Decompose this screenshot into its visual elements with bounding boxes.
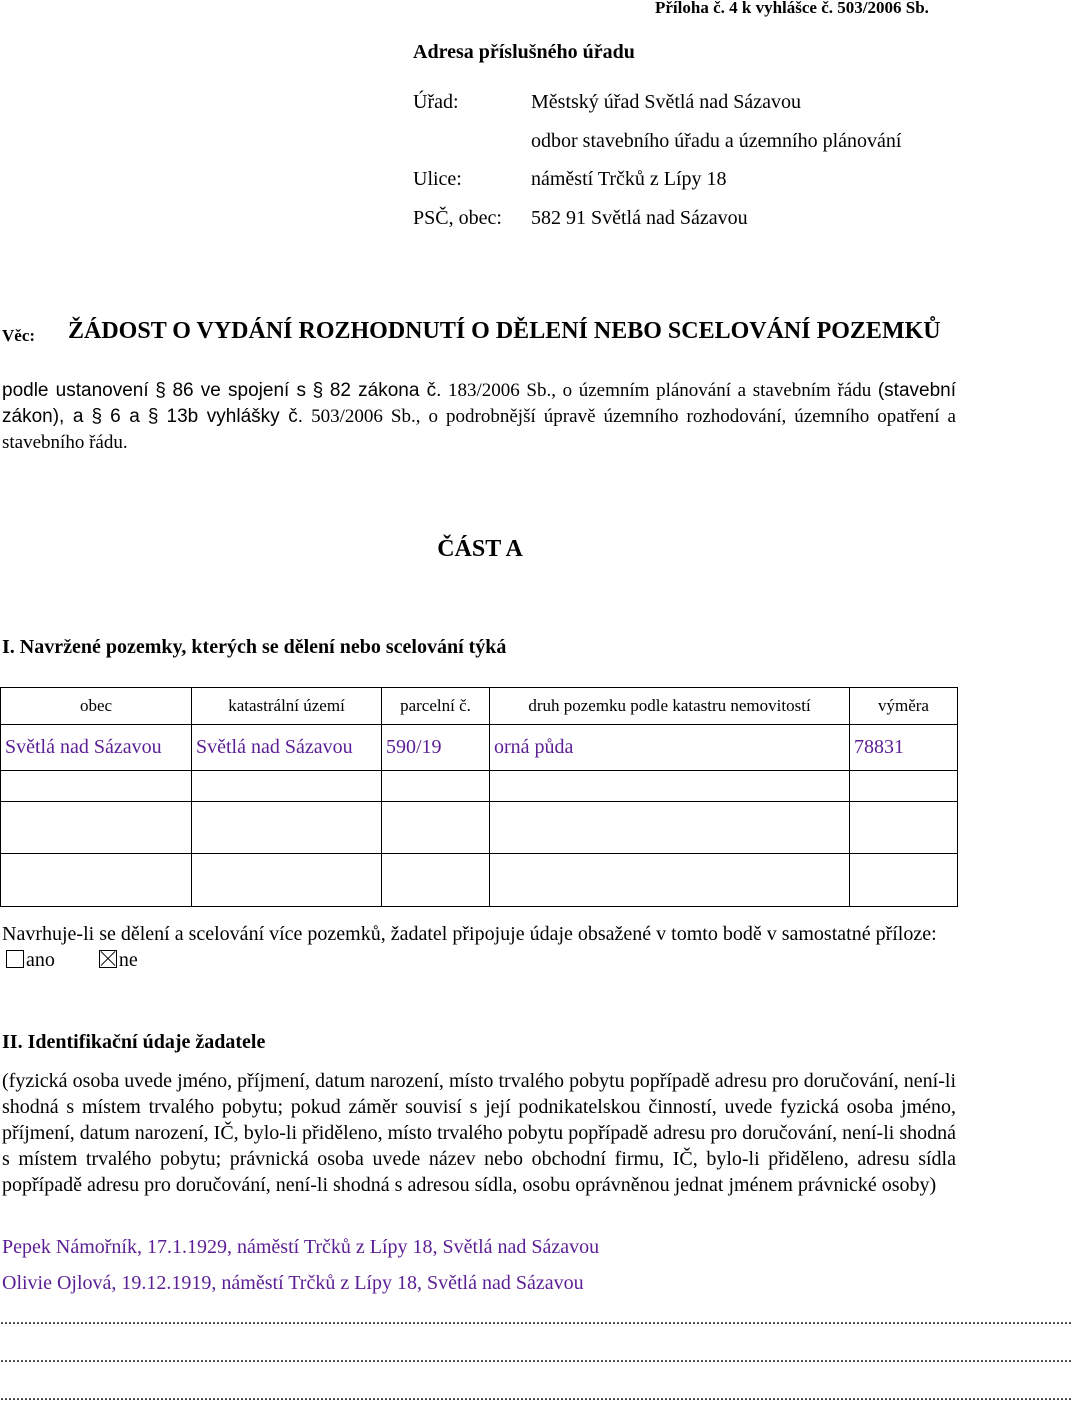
cell-cadastral-area[interactable]: Světlá nad Sázavou <box>192 725 382 771</box>
section-sign-icon: § <box>147 406 159 427</box>
cell-area[interactable] <box>850 854 958 907</box>
applicant-line[interactable]: Pepek Námořník, 17.1.1929, náměstí Trčků z Lípy 18, Světlá nad Sázavou <box>2 1236 600 1258</box>
cell-parcel-number[interactable]: 590/19 <box>382 725 490 771</box>
cell-cadastral-area[interactable] <box>192 854 382 907</box>
cell-land-type[interactable] <box>490 854 850 907</box>
postcode-value: 582 91 Světlá nad Sázavou <box>531 207 748 229</box>
cell-obec[interactable]: Světlá nad Sázavou <box>1 725 192 771</box>
part-title: ČÁST A <box>437 536 523 562</box>
cell-obec[interactable] <box>1 802 192 854</box>
subject-label: Věc: <box>2 326 36 345</box>
cell-land-type[interactable] <box>490 771 850 802</box>
blank-fill-line[interactable]: ............................................................................................................................................................................................................................................................................ <box>0 1349 1072 1366</box>
header-cadastral-area: katastrální území <box>192 688 382 725</box>
cell-obec[interactable] <box>1 854 192 907</box>
cell-parcel-number[interactable] <box>382 854 490 907</box>
header-land-type: druh pozemku podle katastru nemovitostí <box>490 688 850 725</box>
annex-caption: Příloha č. 4 k vyhlášce č. 503/2006 Sb. <box>655 0 929 17</box>
section-sign-icon: § <box>155 380 166 401</box>
table-row <box>1 802 958 854</box>
cell-parcel-number[interactable] <box>382 802 490 854</box>
table-row <box>1 854 958 907</box>
cell-area[interactable] <box>850 771 958 802</box>
cell-cadastral-area[interactable] <box>192 802 382 854</box>
cell-cadastral-area[interactable] <box>192 771 382 802</box>
table-header-row <box>1 688 958 725</box>
table-row <box>1 725 958 771</box>
applicant-line[interactable]: Olivie Ojlová, 19.12.1919, náměstí Trčků z Lípy 18, Světlá nad Sázavou <box>2 1272 584 1294</box>
header-area: výměra <box>850 688 958 725</box>
header-obec: obec <box>1 688 192 725</box>
cell-land-type[interactable] <box>490 802 850 854</box>
cell-obec[interactable] <box>1 771 192 802</box>
section1-title: I. Navržené pozemky, kterých se dělení nebo scelování týká <box>2 636 507 658</box>
subject-title: ŽÁDOST O VYDÁNÍ ROZHODNUTÍ O DĚLENÍ NEBO SCELOVÁNÍ POZEMKŮ <box>68 318 941 344</box>
cell-land-type[interactable]: orná půda <box>490 725 850 771</box>
annex-yes-label: ano <box>26 949 55 971</box>
postcode-label: PSČ, obec: <box>413 207 502 229</box>
parcels-table <box>0 687 958 907</box>
office-department: odbor stavebního úřadu a územního plánování <box>531 130 902 152</box>
street-value: náměstí Trčků z Lípy 18 <box>531 168 727 190</box>
section-sign-icon: § <box>91 406 103 427</box>
cell-area[interactable]: 78831 <box>850 725 958 771</box>
section2-title: II. Identifikační údaje žadatele <box>2 1031 266 1053</box>
cell-area[interactable] <box>850 802 958 854</box>
office-name: Městský úřad Světlá nad Sázavou <box>531 91 801 113</box>
annex-no-label: ne <box>118 949 138 971</box>
office-label: Úřad: <box>413 91 459 113</box>
street-label: Ulice: <box>413 168 462 190</box>
table-row <box>1 771 958 802</box>
section-sign-icon: § <box>312 380 324 401</box>
section2-description: (fyzická osoba uvede jméno, příjmení, datum narození, místo trvalého pobytu popřípadě adresu pro doručování, není-li shodná s místem trvalého pobytu; pokud záměr souvisí s její podnikatelskou činností, uvede fyzická osoba jméno, příjmení, datum narození, IČ, bylo-li přiděleno, místo trvalého pobytu popřípadě adresu pro doručování, není-li shodná s místem trvalého pobytu; právnická osoba uvede název nebo obchodní firmu, IČ, bylo-li přiděleno, adresu sídla popřípadě adresu pro doručování, není-li shodná s adresou sídla, osobu oprávněnou jednat jménem právnické osoby) <box>2 1070 956 1196</box>
separate-annex-note: Navrhuje-li se dělení a scelování více pozemků, žadatel připojuje údaje obsažené v tomto bodě v samostatné příloze: ano ne <box>2 923 937 971</box>
annex-no-checkbox[interactable] <box>99 950 117 968</box>
address-heading: Adresa příslušného úřadu <box>413 41 635 63</box>
blank-fill-line[interactable]: ............................................................................................................................................................................................................................................................................ <box>0 1311 1072 1328</box>
annex-yes-checkbox[interactable] <box>6 950 24 968</box>
blank-fill-line[interactable]: ............................................................................................................................................................................................................................................................................ <box>0 1387 1072 1404</box>
header-parcel-number: parcelní č. <box>382 688 490 725</box>
cell-parcel-number[interactable] <box>382 771 490 802</box>
legal-basis-paragraph: podle ustanovení § 86 ve spojení s § 82 zákona č. 183/2006 Sb., o územním plánování a stavebním řádu (stavební zákon), a § 6 a § 13b vyhlášky č. 503/2006 Sb., o podrobnější úpravě územního rozhodování, územního opatření a stavebního řádu. <box>2 380 957 453</box>
